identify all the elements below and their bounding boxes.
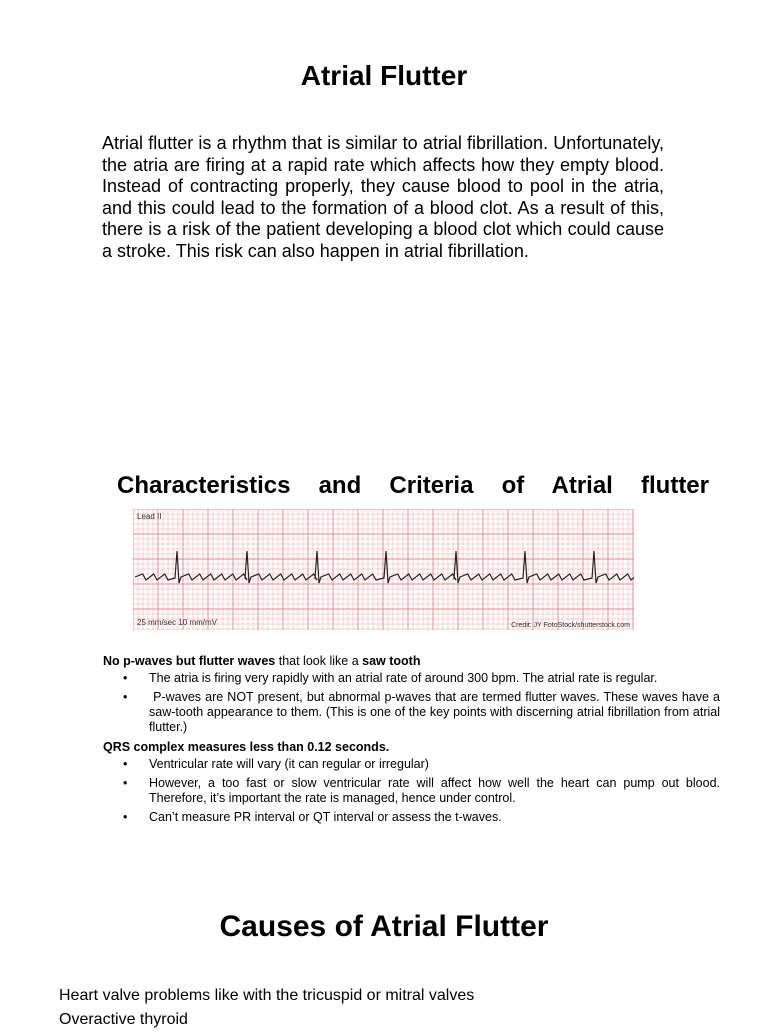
bullet-icon: • [123,757,128,771]
criteria-lead-2 [103,740,720,755]
bullet-icon: • [123,690,128,704]
bullet-icon: • [123,671,128,685]
lead-bold-qrs: QRS complex measures less than 0.12 seconds. [103,740,390,754]
cause-item-valve: Heart valve problems like with the tricuspid or mitral valves [59,987,475,1004]
bullet-icon: • [123,776,128,790]
list-item-text: Ventricular rate will vary (it can regular or irregular) [149,757,429,771]
list-item-text: The atria is firing very rapidly with an atrial rate of around 300 bpm. The atrial rate is regular. [149,671,658,685]
ecg-credit: Credit: JY FotoStock/shutterstock.com [511,622,630,629]
lead-bold-no-p-waves: No p-waves but flutter waves [103,654,276,668]
criteria-lead-1 [103,654,720,669]
causes-heading: Causes of Atrial Flutter [219,910,549,943]
list-item [103,671,720,686]
list-item [103,690,724,735]
causes-list [59,984,474,1032]
intro-paragraph: Atrial flutter is a rhythm that is similar to atrial fibrillation. Unfortunately, the atria are firing at a rapid rate which affects how they empty blood. Instead of contracting properly, they cause blood to pool in the atria, and this could lead to the formation of a blood clot. As a result of this, there is a risk of the patient developing a blood clot which could cause a stroke. This risk can also happen in atrial fibrillation. [102,133,664,261]
ecg-scale-label: 25 mm/sec 10 mm/mV [137,618,218,627]
bullet-icon: • [123,810,128,824]
list-item [103,776,720,806]
page-title: Atrial Flutter [300,60,468,91]
list-item [103,757,720,772]
list-item-text: Can’t measure PR interval or QT interval or assess the t-waves. [149,810,502,824]
criteria-list-2 [103,757,720,825]
lead-normal-text: that look like a [275,654,363,668]
cause-item-thyroid: Overactive thyroid [59,1011,188,1028]
list-item-text: P-waves are NOT present, but abnormal p-waves that are termed flutter waves. These waves have a saw-tooth appearance to them. (This is one of the key points with discerning atrial fibrillation from atrial flutter.) [149,690,724,734]
criteria-section [103,654,724,829]
characteristics-heading: Characteristics and Criteria of Atrial flutter [117,472,709,499]
criteria-list-1 [103,671,724,735]
list-item-text: However, a too fast or slow ventricular rate will affect how well the heart can pump out blood. Therefore, it’s important the rate is managed, hence under control. [149,776,720,805]
lead-bold-saw-tooth: saw tooth [362,654,421,668]
ecg-strip [133,509,634,630]
list-item [103,810,720,825]
ecg-lead-label: Lead II [137,512,162,521]
